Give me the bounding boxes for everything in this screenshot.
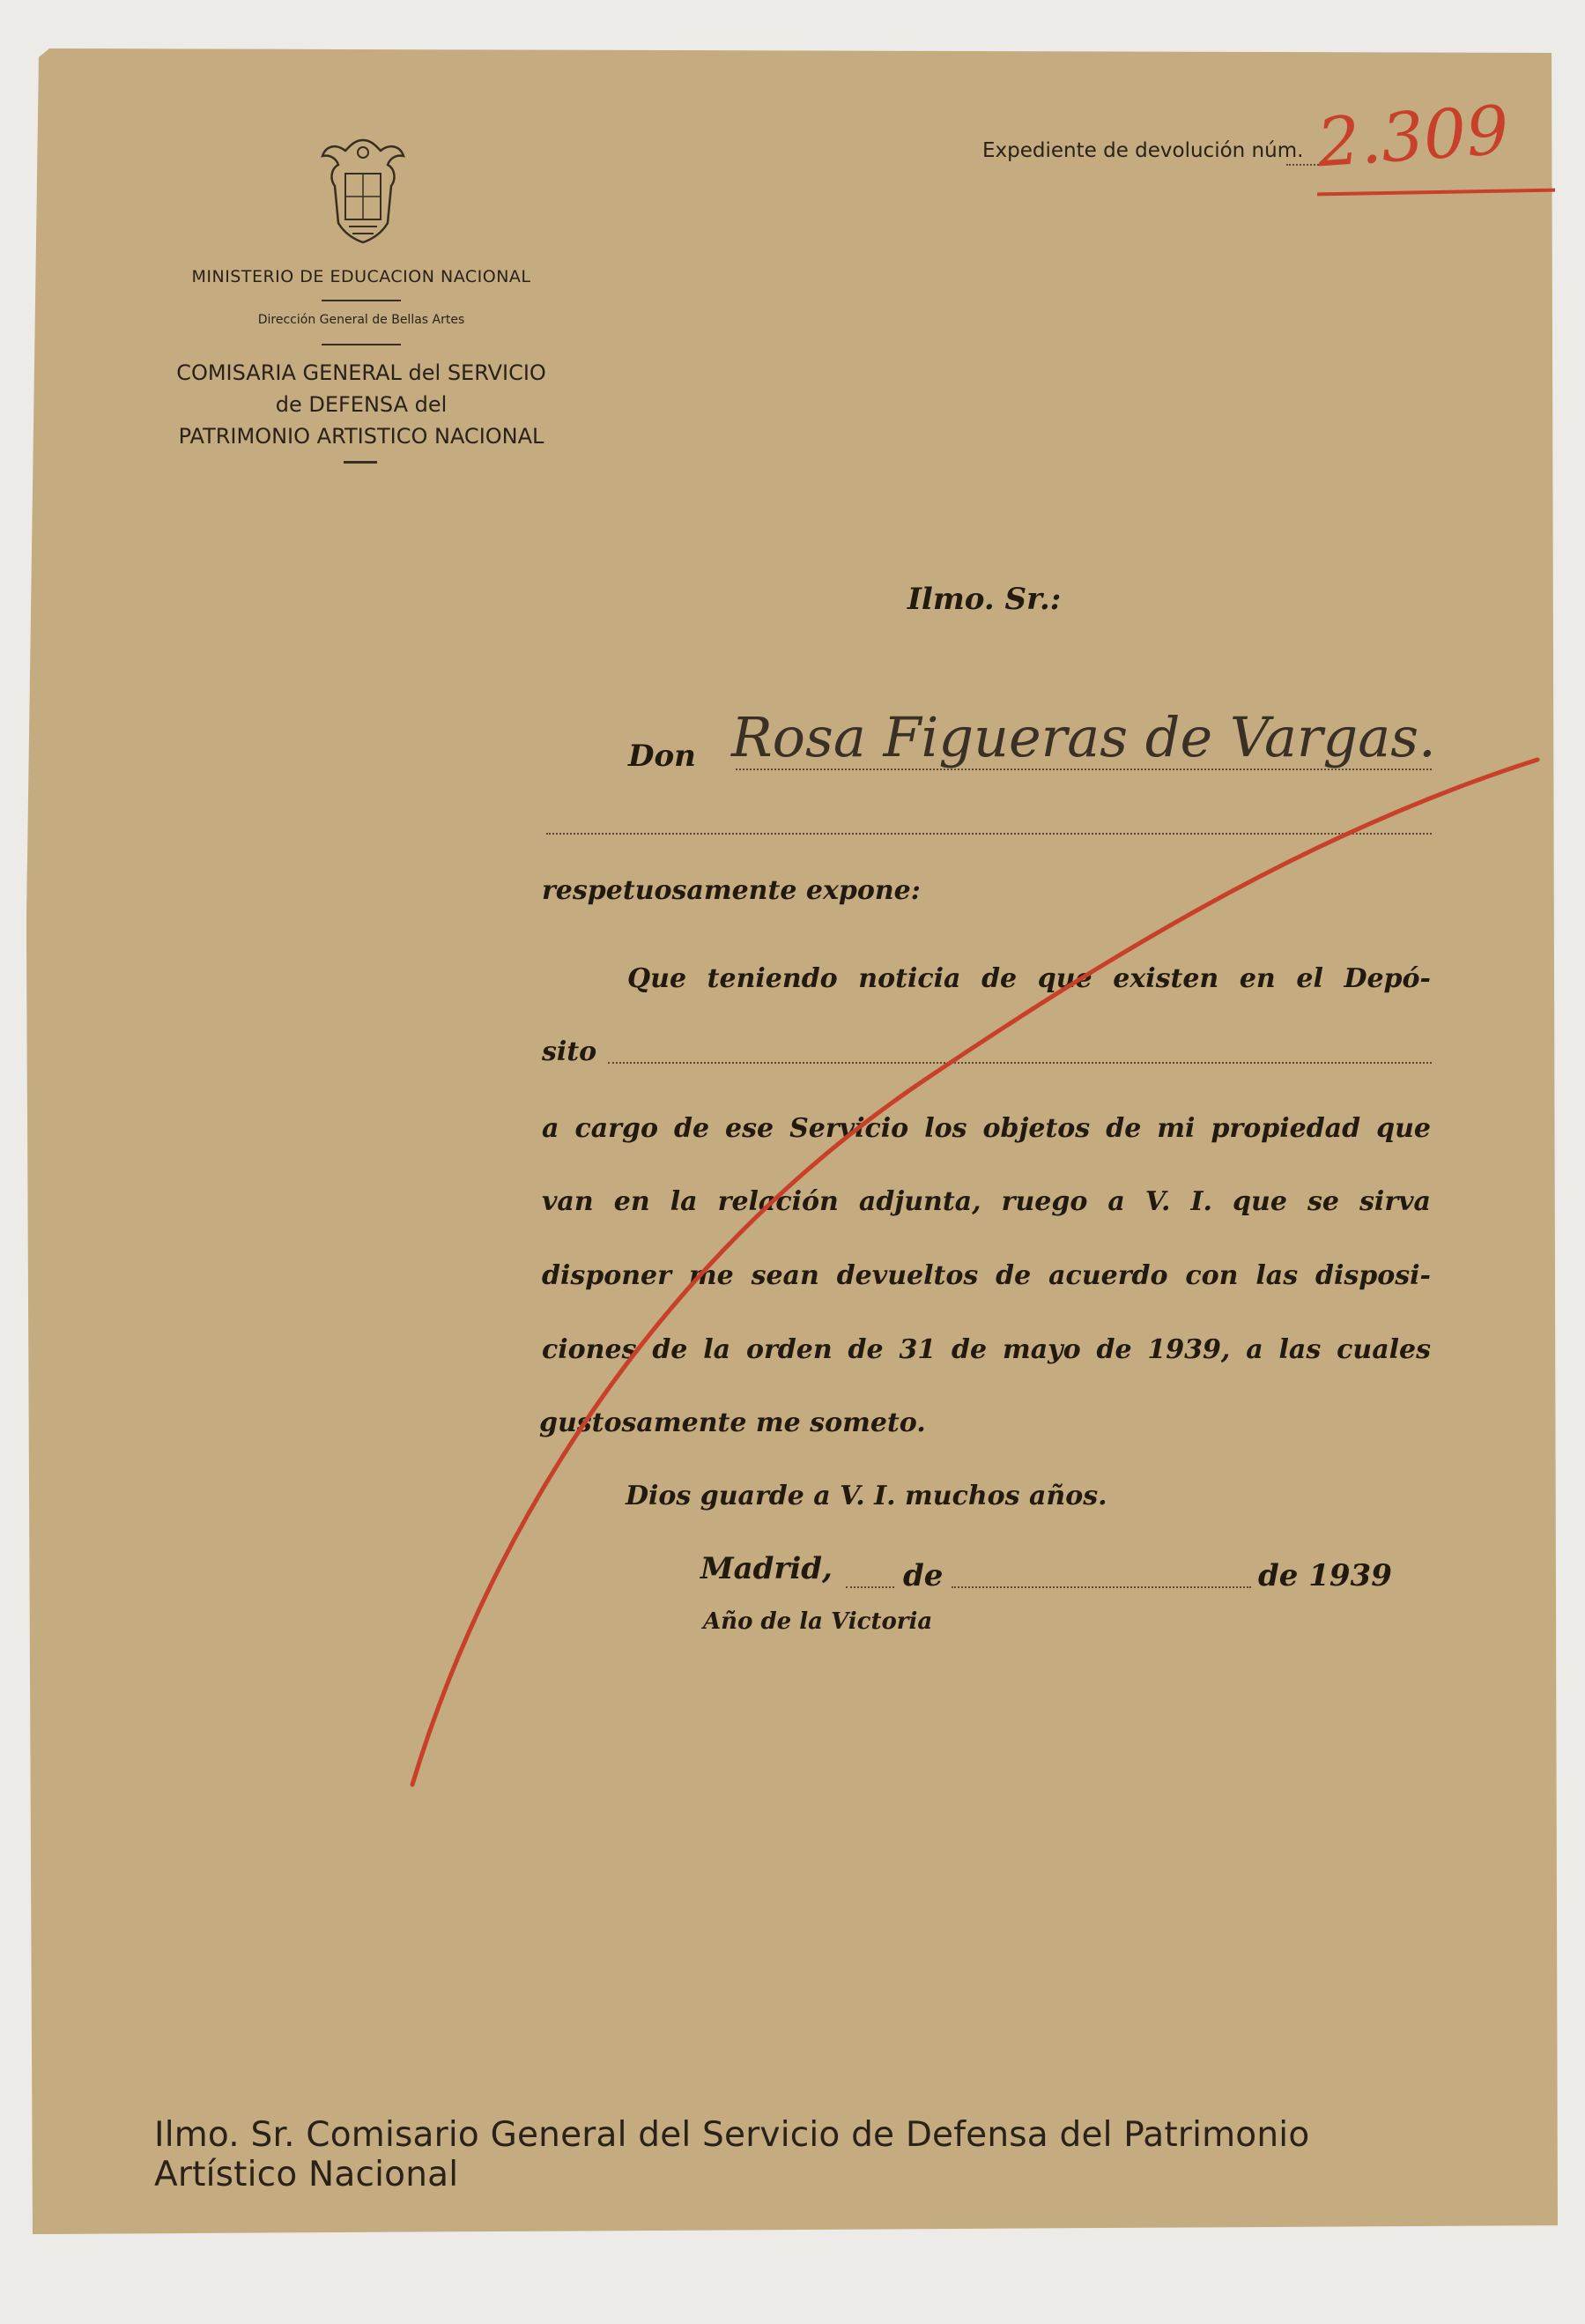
date-de: de [903, 1558, 944, 1593]
day-dotline [846, 1586, 894, 1588]
directorate-name: Dirección General de Bellas Artes [257, 313, 465, 327]
file-number-label: Expediente de devolución núm. [982, 139, 1304, 162]
month-dotline [952, 1586, 1251, 1588]
body-line: Que teniendo noticia de que existen en el Depó- [627, 963, 1431, 994]
body-intro: respetuosamente expone: [542, 875, 921, 906]
letterhead-divider [322, 300, 401, 301]
file-number-value: 2.309 [1315, 90, 1512, 182]
commission-line: PATRIMONIO ARTISTICO NACIONAL [178, 424, 544, 449]
body-line: sito [542, 1036, 597, 1067]
date-city: Madrid, [700, 1551, 833, 1586]
date-year: de 1939 [1258, 1558, 1392, 1593]
applicant-name: Rosa Figueras de Vargas. [731, 705, 1436, 769]
commission-line: de DEFENSA del [275, 392, 448, 417]
deposit-dotline [608, 1062, 1432, 1064]
body-line: disponer me sean devueltos de acuerdo con las disposi- [542, 1260, 1431, 1291]
letterhead-divider [344, 461, 377, 464]
year-motto: Año de la Victoria [703, 1608, 933, 1635]
commission-name [132, 357, 590, 452]
applicant-prefix: Don [628, 739, 696, 774]
salutation: Ilmo. Sr.: [907, 582, 1062, 617]
coat-of-arms-icon [319, 135, 407, 244]
addressee-footer: Ilmo. Sr. Comisario General del Servicio de Defensa del Patrimonio Artístico Nacional [154, 2115, 1310, 2194]
applicant-dotline-2 [546, 833, 1432, 835]
body-closing: Dios guarde a V. I. muchos años. [626, 1481, 1107, 1511]
body-line: van en la relación adjunta, ruego a V. I. que se sirva [542, 1186, 1431, 1217]
commission-line: COMISARIA GENERAL del SERVICIO [176, 360, 546, 385]
ministry-name: MINISTERIO DE EDUCACION NACIONAL [191, 267, 531, 286]
body-line: ciones de la orden de 31 de mayo de 1939, a las cuales [542, 1334, 1431, 1365]
body-line: gustosamente me someto. [539, 1407, 926, 1438]
applicant-dotline [736, 768, 1432, 770]
body-line: a cargo de ese Servicio los objetos de mi propiedad que [542, 1113, 1431, 1144]
letterhead-divider [322, 344, 401, 345]
file-number-dotline [1286, 164, 1322, 166]
